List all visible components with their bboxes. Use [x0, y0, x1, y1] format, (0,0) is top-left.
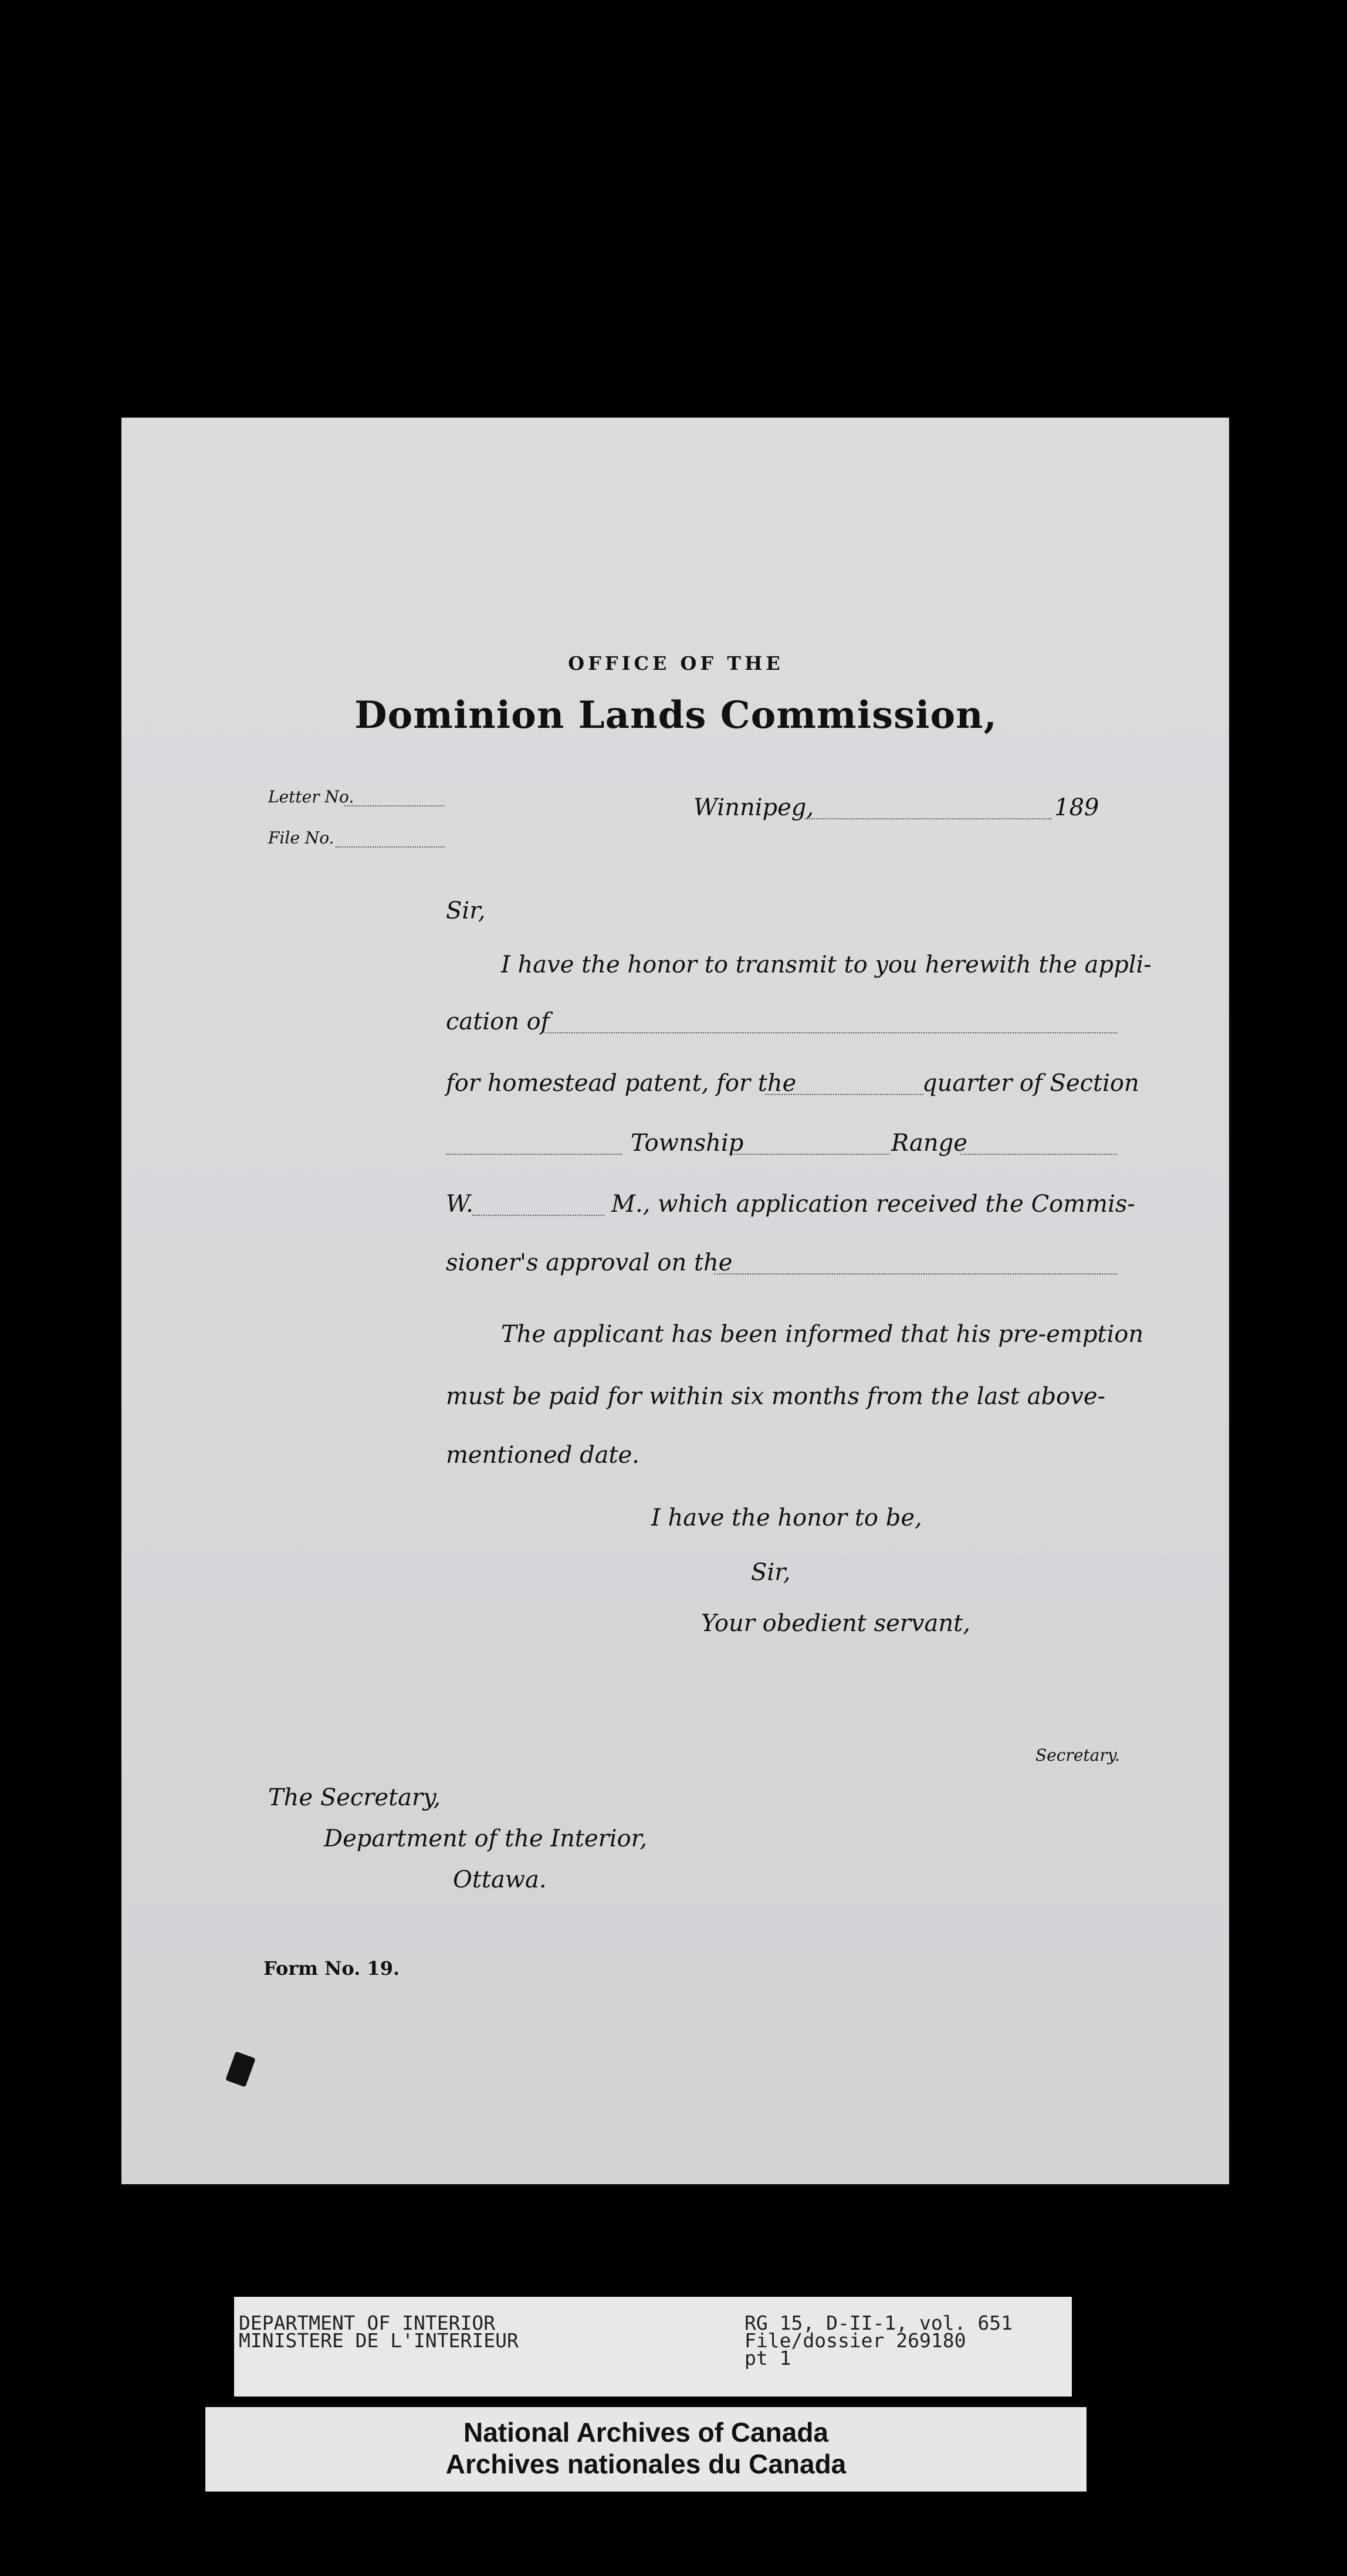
range-label: Range [891, 1130, 967, 1157]
salutation: Sir, [446, 897, 486, 924]
letter-no-label: Letter No. [268, 787, 354, 806]
body-line-3a: for homestead patent, for the [446, 1070, 797, 1097]
section-field [446, 1154, 622, 1155]
body-line-2: cation of [446, 1008, 550, 1035]
para2-line-2: must be paid for within six months from the last above- [446, 1383, 1106, 1410]
document-sheet: OFFICE OF THE Dominion Lands Commission, Letter No. File No. Winnipeg, 189 Sir, I have the honor to transmit to you herewith the appli- cation of for homestead patent, for the quarter of Section Township Range W. M., which application received the Commis- sioner's approval on the The applicant has been informed that his pre-emption must be paid for within six months from the last above- mentioned date. I have the honor to be, Sir, Your obedient servant, Secretary. The Secretary, Department of the Interior, Ottawa. Form No. 19. [121, 418, 1229, 2184]
archive-file-ref: File/dossier 269180 [744, 2329, 966, 2352]
footer-line-en: National Archives of Canada [463, 2417, 828, 2448]
form-number: Form No. 19. [263, 1957, 400, 1980]
body-line-3b: quarter of Section [922, 1070, 1139, 1097]
quarter-field [765, 1094, 923, 1095]
approval-date-field [714, 1273, 1117, 1275]
para2-line-1: The applicant has been informed that his pre-emption [501, 1321, 1144, 1348]
township-label: Township [631, 1130, 744, 1157]
range-field [960, 1154, 1117, 1155]
footer-line-fr: Archives nationales du Canada [445, 2449, 847, 2479]
township-field [732, 1154, 890, 1155]
letter-no-field [344, 805, 444, 806]
address-line-3: Ottawa. [453, 1866, 547, 1893]
year-label: 189 [1054, 794, 1099, 821]
para2-line-3: mentioned date. [446, 1442, 639, 1469]
file-no-label: File No. [268, 828, 334, 848]
archive-rg-ref: RG 15, D-II-1, vol. 651 [744, 2311, 1013, 2334]
applicant-name-field [545, 1032, 1117, 1033]
closing-line-1: I have the honor to be, [651, 1504, 922, 1531]
address-line-2: Department of the Interior, [324, 1825, 648, 1852]
ink-mark [225, 2051, 256, 2087]
archive-part-ref: pt 1 [744, 2347, 791, 2370]
secretary-signature-label: Secretary. [1035, 1745, 1120, 1765]
date-field [805, 818, 1051, 819]
body-line-5b: M., which application received the Commis- [611, 1191, 1135, 1218]
archive-dept-fr: MINISTERE DE L'INTERIEUR [239, 2329, 519, 2352]
file-no-field [336, 846, 444, 848]
archive-dept-en: DEPARTMENT OF INTERIOR [239, 2311, 496, 2334]
meridian-field [472, 1215, 604, 1216]
closing-line-3: Your obedient servant, [701, 1610, 970, 1637]
closing-line-2: Sir, [751, 1559, 791, 1586]
place-label: Winnipeg, [693, 794, 814, 821]
national-archives-footer [205, 2407, 1087, 2492]
body-line-6: sioner's approval on the [446, 1249, 733, 1276]
body-line-5a: W. [446, 1191, 473, 1218]
address-line-1: The Secretary, [268, 1784, 441, 1811]
archive-reference-label [234, 2297, 1072, 2397]
body-line-1: I have the honor to transmit to you herewith the appli- [501, 951, 1152, 978]
